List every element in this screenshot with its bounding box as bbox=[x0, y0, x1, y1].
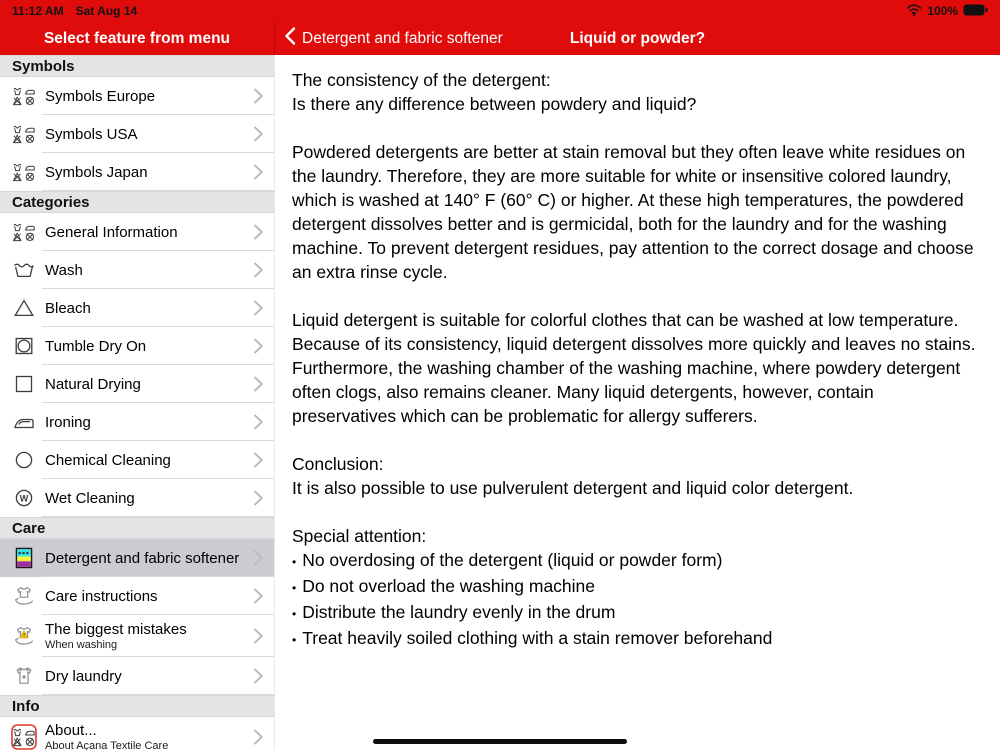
sidebar-item-natural-drying[interactable] bbox=[0, 365, 274, 403]
content-area bbox=[275, 55, 1000, 750]
bullet-item-text: No overdosing of the detergent (liquid or powder form) bbox=[302, 550, 723, 570]
sidebar-item-general-information[interactable] bbox=[0, 213, 274, 251]
sidebar-item-label: Symbols Japan bbox=[45, 163, 148, 181]
sidebar-item-bleach[interactable] bbox=[0, 289, 274, 327]
chevron-right-icon bbox=[253, 587, 264, 605]
sidebar-item-biggest-mistakes[interactable] bbox=[0, 615, 274, 657]
sidebar-item-care-instructions[interactable] bbox=[0, 577, 274, 615]
battery-icon bbox=[963, 4, 988, 19]
dry-laundry-icon bbox=[10, 664, 38, 688]
chevron-right-icon bbox=[253, 728, 264, 746]
bullet-item bbox=[292, 548, 980, 574]
content-block: Powdered detergents are better at stain removal but they often leave white residues on the laundry. Therefore, they are more suitable for white or insensitive colored laundry, which is washed at 140° F (60° C) or higher. At these high temperatures, the powdered detergent dissolves better and is germicidal, both for the laundry and for the washing machine. To prevent detergent residues, pay attention to the correct dosage and choose an extra rinse cycle. bbox=[292, 142, 974, 282]
sidebar-item-chemical-cleaning[interactable] bbox=[0, 441, 274, 479]
bullet-glyph: • bbox=[292, 555, 297, 569]
content-line: Is there any difference between powdery and liquid? bbox=[292, 94, 697, 114]
sidebar-menu bbox=[0, 55, 275, 750]
content-line: Conclusion: bbox=[292, 454, 384, 474]
chemical-cleaning-icon bbox=[10, 448, 38, 472]
chevron-right-icon bbox=[253, 163, 264, 181]
chevron-right-icon bbox=[253, 375, 264, 393]
section-header-symbols: Symbols bbox=[0, 55, 274, 77]
sidebar-header bbox=[0, 22, 275, 55]
wet-cleaning-icon bbox=[10, 486, 38, 510]
about-app-icon bbox=[10, 724, 38, 750]
bullet-glyph: • bbox=[292, 607, 297, 621]
content-line: The consistency of the detergent: bbox=[292, 70, 551, 90]
sidebar-item-label: Ironing bbox=[45, 413, 91, 431]
status-time: 11:12 AM bbox=[12, 4, 64, 18]
sidebar-item-about[interactable] bbox=[0, 717, 274, 750]
chevron-right-icon bbox=[253, 549, 264, 567]
sidebar-item-subtitle: About Açana Textile Care bbox=[45, 740, 169, 750]
content-block bbox=[292, 452, 980, 500]
content-block: Liquid detergent is suitable for colorful clothes that can be washed at low temperature. Because of its consistency, liquid detergent dissolves more quickly and leaves no stains. Furthermore, the washing chamber of the washing machine, where powdery detergent often clogs, also remains cleaner. Many liquid detergents, however, contain preservatives which can be problematic for allergy sufferers. bbox=[292, 310, 976, 426]
sidebar-item-dry-laundry[interactable] bbox=[0, 657, 274, 695]
status-bar bbox=[0, 0, 1000, 22]
detergent-bottle-icon bbox=[10, 546, 38, 570]
sidebar-item-label: Symbols USA bbox=[45, 125, 138, 143]
bullet-item-text: Distribute the laundry evenly in the drum bbox=[302, 602, 616, 622]
sidebar-item-wash[interactable] bbox=[0, 251, 274, 289]
sidebar-item-label: Natural Drying bbox=[45, 375, 141, 393]
bleach-triangle-icon bbox=[10, 296, 38, 320]
chevron-right-icon bbox=[253, 627, 264, 645]
bullet-item bbox=[292, 626, 980, 652]
sidebar-item-label: Wet Cleaning bbox=[45, 489, 135, 507]
sidebar-item-label: Wash bbox=[45, 261, 83, 279]
content-block bbox=[292, 524, 980, 652]
section-header-care: Care bbox=[0, 517, 274, 539]
sidebar-item-label: Bleach bbox=[45, 299, 91, 317]
navigation-bar bbox=[0, 22, 1000, 55]
chevron-right-icon bbox=[253, 489, 264, 507]
bullet-item-text: Do not overload the washing machine bbox=[302, 576, 596, 596]
sidebar-item-ironing[interactable] bbox=[0, 403, 274, 441]
battery-percent: 100% bbox=[927, 4, 958, 18]
sidebar-item-subtitle: When washing bbox=[45, 639, 118, 651]
laundry-symbols-grid-icon bbox=[10, 86, 38, 106]
sidebar-item-symbols-europe[interactable] bbox=[0, 77, 274, 115]
chevron-right-icon bbox=[253, 125, 264, 143]
sidebar-item-label: General Information bbox=[45, 223, 178, 241]
content-block bbox=[292, 68, 980, 116]
back-button-label: Detergent and fabric softener bbox=[302, 29, 503, 47]
natural-drying-icon bbox=[10, 372, 38, 396]
page-title: Liquid or powder? bbox=[569, 29, 706, 47]
chevron-right-icon bbox=[253, 87, 264, 105]
section-header-categories: Categories bbox=[0, 191, 274, 213]
bullet-item-text: Treat heavily soiled clothing with a stain remover beforehand bbox=[302, 628, 773, 648]
home-indicator[interactable] bbox=[373, 739, 627, 744]
wash-tub-icon bbox=[10, 258, 38, 282]
tumble-dry-icon bbox=[10, 334, 38, 358]
laundry-symbols-grid-icon bbox=[10, 222, 38, 242]
sidebar-item-symbols-japan[interactable] bbox=[0, 153, 274, 191]
laundry-symbols-grid-icon bbox=[10, 162, 38, 182]
chevron-right-icon bbox=[253, 299, 264, 317]
sidebar-item-label: Chemical Cleaning bbox=[45, 451, 171, 469]
sidebar-item-label: Care instructions bbox=[45, 587, 158, 605]
sidebar-item-wet-cleaning[interactable] bbox=[0, 479, 274, 517]
content-line: It is also possible to use pulverulent detergent and liquid color detergent. bbox=[292, 478, 854, 498]
sidebar-item-label: The biggest mistakes bbox=[45, 621, 187, 638]
sidebar-item-detergent-and-fabric-softener[interactable] bbox=[0, 539, 274, 577]
bullet-glyph: • bbox=[292, 633, 297, 647]
section-header-info: Info bbox=[0, 695, 274, 717]
chevron-right-icon bbox=[253, 667, 264, 685]
bullet-item bbox=[292, 574, 980, 600]
sidebar-item-tumble-dry-on[interactable] bbox=[0, 327, 274, 365]
sidebar-item-symbols-usa[interactable] bbox=[0, 115, 274, 153]
sidebar-item-label: Detergent and fabric softener bbox=[45, 549, 240, 567]
svg-text:W: W bbox=[19, 493, 29, 504]
chevron-right-icon bbox=[253, 337, 264, 355]
sidebar-header-title: Select feature from menu bbox=[43, 29, 231, 47]
sidebar-item-label: Symbols Europe bbox=[45, 87, 156, 105]
sidebar-item-label: Tumble Dry On bbox=[45, 337, 147, 355]
chevron-right-icon bbox=[253, 223, 264, 241]
chevron-right-icon bbox=[253, 261, 264, 279]
laundry-symbols-grid-icon bbox=[10, 124, 38, 144]
mistakes-warning-icon bbox=[10, 624, 38, 648]
svg-text:!: ! bbox=[23, 633, 25, 640]
status-date: Sat Aug 14 bbox=[75, 4, 138, 18]
detail-header bbox=[275, 22, 1000, 55]
care-instructions-icon bbox=[10, 584, 38, 608]
bullet-item bbox=[292, 600, 980, 626]
bullet-glyph: • bbox=[292, 581, 297, 595]
chevron-right-icon bbox=[253, 413, 264, 431]
sidebar-item-label: Dry laundry bbox=[45, 667, 122, 685]
bullet-list-intro: Special attention: bbox=[292, 526, 427, 546]
ironing-icon bbox=[10, 410, 38, 434]
wifi-icon bbox=[906, 4, 922, 19]
chevron-right-icon bbox=[253, 451, 264, 469]
sidebar-item-label: About... bbox=[45, 722, 97, 739]
